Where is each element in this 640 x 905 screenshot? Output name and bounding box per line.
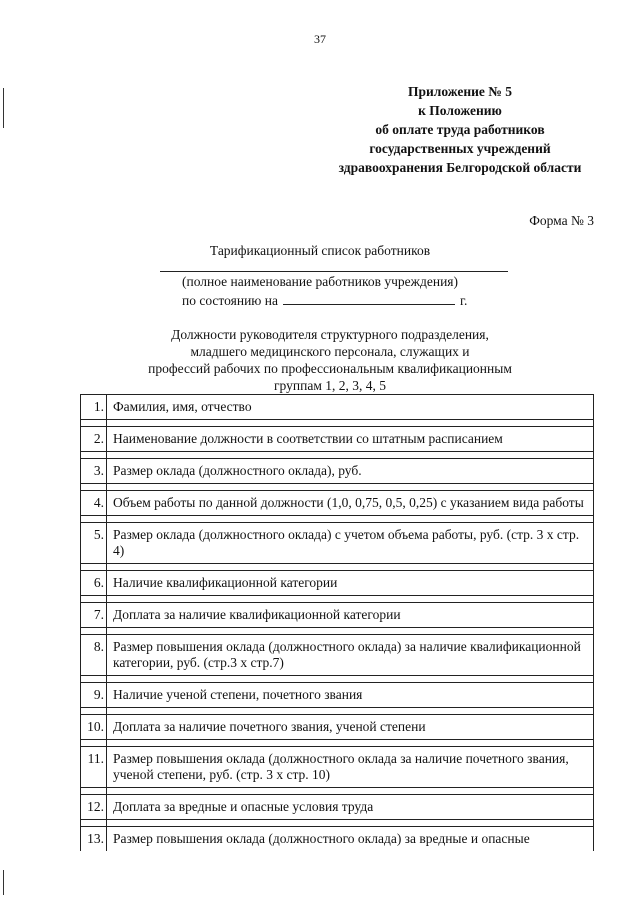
- row-text: Размер оклада (должностного оклада), руб.: [107, 459, 594, 484]
- row-number: 3.: [81, 459, 107, 484]
- table-row: [81, 795, 594, 820]
- document-title: Тарификационный список работников: [209, 243, 431, 258]
- table-row: [81, 747, 594, 788]
- date-blank: [283, 292, 455, 305]
- table-row: [81, 827, 594, 852]
- appendix-line: здравоохранения Белгородской области: [338, 160, 582, 175]
- row-number: 5.: [81, 523, 107, 564]
- row-gap: [81, 788, 594, 795]
- row-gap: [81, 628, 594, 635]
- row-gap: [81, 740, 594, 747]
- table-row: [81, 715, 594, 740]
- row-text: Наличие квалификационной категории: [107, 571, 594, 596]
- row-gap: [81, 420, 594, 427]
- category-line: Должности руководителя структурного подразделения,: [171, 327, 489, 342]
- row-text: Доплата за наличие квалификационной категории: [107, 603, 594, 628]
- as-of-suffix: г.: [459, 293, 468, 308]
- row-text: Наличие ученой степени, почетного звания: [107, 683, 594, 708]
- appendix-line: Приложение № 5: [408, 84, 512, 99]
- category-line: младшего медицинского персонала, служащих и: [190, 344, 470, 359]
- table-row: [81, 635, 594, 676]
- scan-edge-mark: [3, 88, 4, 128]
- category-line: профессий рабочих по профессиональным квалификационным: [148, 361, 512, 376]
- row-gap: [81, 708, 594, 715]
- row-number: 4.: [81, 491, 107, 516]
- row-text: Наименование должности в соответствии со штатным расписанием: [107, 427, 594, 452]
- page-number: 37: [314, 32, 326, 46]
- category-line: группам 1, 2, 3, 4, 5: [274, 378, 386, 393]
- row-number: 8.: [81, 635, 107, 676]
- row-gap: [81, 484, 594, 491]
- row-text: Доплата за вредные и опасные условия труда: [107, 795, 594, 820]
- table-row: [81, 491, 594, 516]
- row-text: Размер повышения оклада (должностного оклада) за вредные и опасные: [107, 827, 594, 852]
- category-heading: [130, 326, 530, 394]
- table-row: [81, 427, 594, 452]
- row-number: 2.: [81, 427, 107, 452]
- appendix-header: [310, 82, 610, 177]
- as-of-prefix: по состоянию на: [182, 293, 278, 308]
- row-number: 11.: [81, 747, 107, 788]
- row-gap: [81, 452, 594, 459]
- row-text: Размер повышения оклада (должностного оклада за наличие почетного звания, ученой степени, руб. (стр. 3 х стр. 10): [107, 747, 594, 788]
- row-number: 10.: [81, 715, 107, 740]
- appendix-line: государственных учреждений: [369, 141, 551, 156]
- form-label: Форма № 3: [529, 213, 594, 228]
- scan-edge-mark: [3, 870, 4, 895]
- table-row: [81, 459, 594, 484]
- row-number: 6.: [81, 571, 107, 596]
- appendix-line: к Положению: [418, 103, 502, 118]
- row-number: 13.: [81, 827, 107, 852]
- row-gap: [81, 676, 594, 683]
- row-text: Фамилия, имя, отчество: [107, 395, 594, 420]
- row-gap: [81, 596, 594, 603]
- row-text: Объем работы по данной должности (1,0, 0,75, 0,5, 0,25) с указанием вида работы: [107, 491, 594, 516]
- table-row: [81, 395, 594, 420]
- table-row: [81, 523, 594, 564]
- row-text: Доплата за наличие почетного звания, ученой степени: [107, 715, 594, 740]
- table-row: [81, 571, 594, 596]
- row-gap: [81, 820, 594, 827]
- row-gap: [81, 516, 594, 523]
- institution-caption: (полное наименование работников учреждения): [181, 274, 459, 289]
- row-number: 12.: [81, 795, 107, 820]
- as-of-date-line: [182, 292, 467, 309]
- table-row: [81, 603, 594, 628]
- row-text: Размер повышения оклада (должностного оклада) за наличие квалификационной категории, руб. (стр.3 х стр.7): [107, 635, 594, 676]
- row-number: 1.: [81, 395, 107, 420]
- row-number: 9.: [81, 683, 107, 708]
- row-gap: [81, 564, 594, 571]
- tariff-table: [80, 394, 594, 851]
- appendix-line: об оплате труда работников: [375, 122, 545, 137]
- table-row: [81, 683, 594, 708]
- row-text: Размер оклада (должностного оклада) с учетом объема работы, руб. (стр. 3 х стр. 4): [107, 523, 594, 564]
- institution-name-line: [160, 271, 508, 272]
- row-number: 7.: [81, 603, 107, 628]
